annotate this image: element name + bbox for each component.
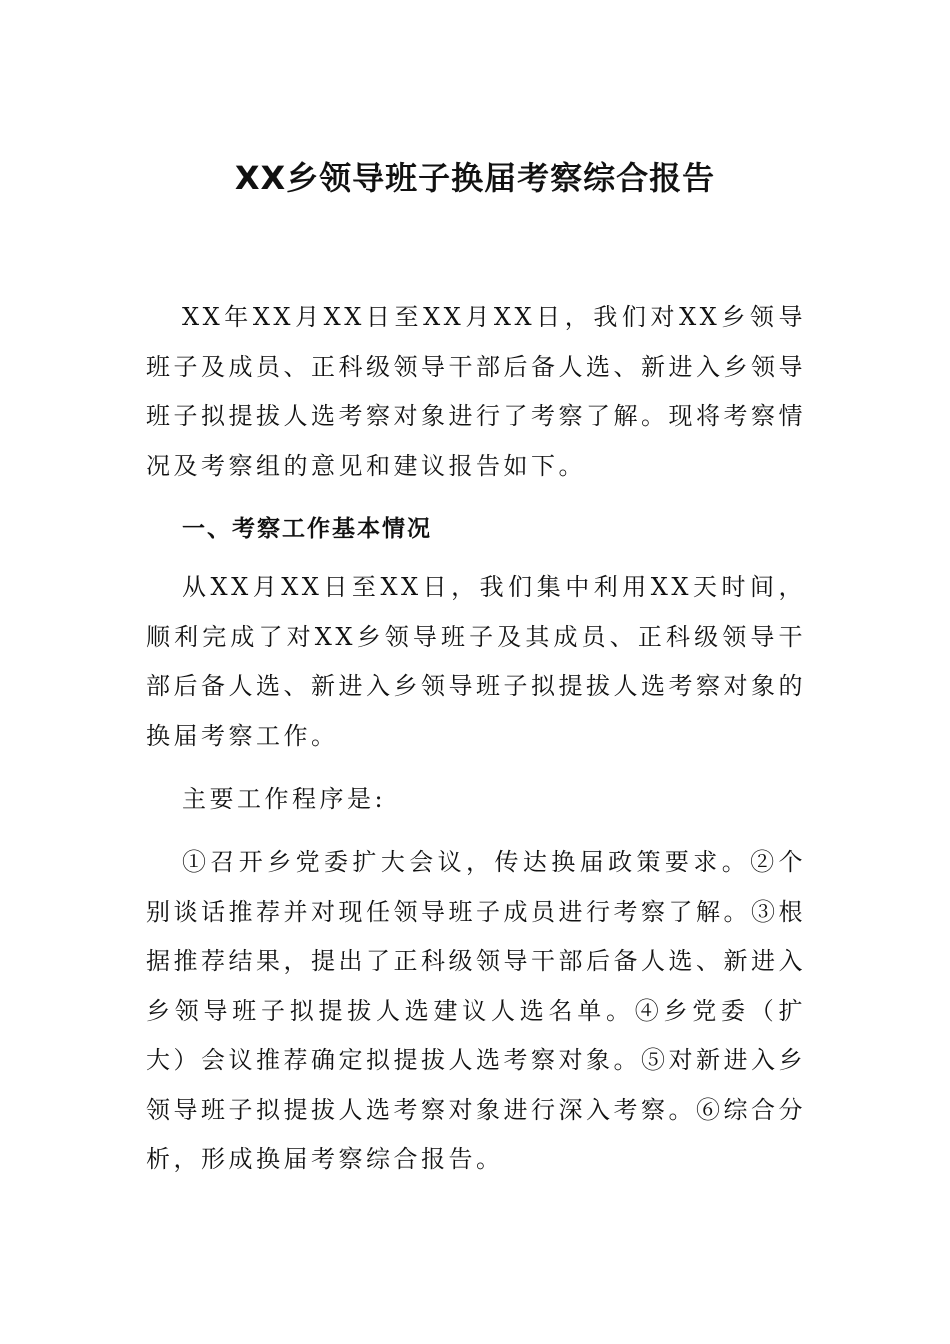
procedures-lead: 主要工作程序是:: [182, 785, 387, 813]
intro-paragraph: XX年XX月XX日至XX月XX日，我们对XX乡领导班子及成员、正科级领导干部后备人选、新进入乡领导班子拟提拔人选考察对象进行了考察了解。现将考察情况及考察组的意见和建议报告如下。: [146, 303, 806, 480]
section-paragraph: 从XX月XX日至XX日，我们集中利用XX天时间，顺利完成了对XX乡领导班子及其成员、正科级领导干部后备人选、新进入乡领导班子拟提拔人选考察对象的换届考察工作。: [146, 573, 806, 750]
section-heading: 一、考察工作基本情况: [182, 516, 432, 542]
procedures-paragraph: ①召开乡党委扩大会议，传达换届政策要求。②个别谈话推荐并对现任领导班子成员进行考察了解。③根据推荐结果，提出了正科级领导干部后备人选、新进入乡领导班子拟提拔人选建议人选名单。④乡党委（扩大）会议推荐确定拟提拔人选考察对象。⑤对新进入乡领导班子拟提拔人选考察对象进行深入考察。⑥综合分析，形成换届考察综合报告。: [146, 848, 806, 1173]
document-title: XX乡领导班子换届考察综合报告: [234, 159, 716, 197]
